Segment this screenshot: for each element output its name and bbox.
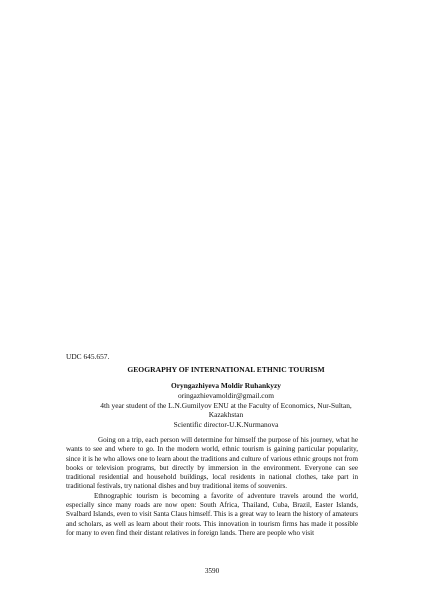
author-block <box>66 381 386 430</box>
scientific-director: Scientific director-U.K.Nurmanova <box>173 420 279 430</box>
article-body <box>66 436 358 538</box>
body-paragraph: Going on a trip, each person will determine for himself the purpose of his journey, what he wants to see and where to go. In the modern world, ethnic tourism is gaining particular popularity, since it is he who allows one to learn about the traditions and culture of various ethnic groups not from books or television programs, but directly by immersion in the environment. Everyone can see traditional residential and household buildings, local residents in national clothes, take part in traditional festivals, try national dishes and buy traditional items of souvenirs. <box>66 436 358 491</box>
author-affiliation-line1: 4th year student of the L.N.Gumilyov ENU at the Faculty of Economics, Nur-Sultan, <box>100 400 352 410</box>
author-name: Oryngazhiyeva Moldir Ruhankyzy <box>171 381 281 390</box>
author-affiliation-line2: Kazakhstan <box>208 410 244 420</box>
article-title: GEOGRAPHY OF INTERNATIONAL ETHNIC TOURISM <box>127 365 325 374</box>
body-paragraph: Ethnographic tourism is becoming a favorite of adventure travels around the world, especially since many roads are now open: South Africa, Thailand, Cuba, Brazil, Easter Islands, Svalbard Islands, even to visit Santa Claus himself. This is a great way to learn the history of amateurs and scholars, as well as learn about their roots. This innovation in tourism firms has made it possible for many to even find their distant relatives in foreign lands. There are people who visit <box>66 491 358 537</box>
page-number: 3590 <box>204 567 220 575</box>
author-email: oringazhievamoldir@gmail.com <box>177 390 275 400</box>
udc-code: UDC 645.657. <box>66 352 110 361</box>
